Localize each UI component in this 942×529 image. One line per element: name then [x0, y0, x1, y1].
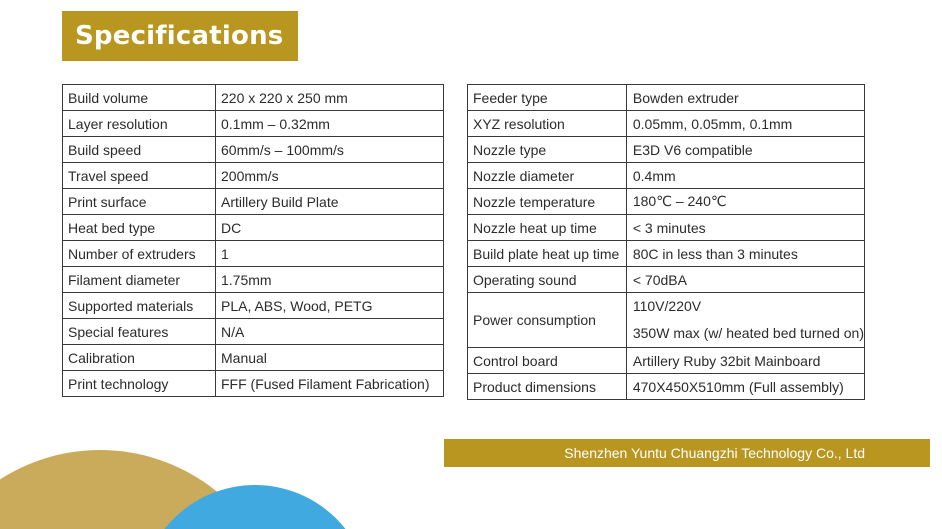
spec-value: Bowden extruder	[626, 85, 864, 111]
spec-value: 0.4mm	[626, 163, 864, 189]
spec-value: 180℃ – 240℃	[626, 189, 864, 215]
spec-key: Nozzle temperature	[468, 189, 627, 215]
spec-key: Build volume	[63, 85, 216, 111]
spec-value: 80C in less than 3 minutes	[626, 241, 864, 267]
spec-key: Feeder type	[468, 85, 627, 111]
table-row	[468, 374, 865, 400]
spec-key: Calibration	[63, 345, 216, 371]
spec-value-multiline	[626, 293, 864, 348]
table-row	[63, 293, 444, 319]
spec-value: DC	[216, 215, 444, 241]
table-row	[63, 371, 444, 397]
table-row	[63, 345, 444, 371]
spec-value: < 70dBA	[626, 267, 864, 293]
table-row	[63, 241, 444, 267]
company-footer: Shenzhen Yuntu Chuangzhi Technology Co., Ltd	[444, 439, 930, 467]
table-row	[468, 85, 865, 111]
spec-value-line: 350W max (w/ heated bed turned on)	[632, 325, 864, 341]
spec-key: Build plate heat up time	[468, 241, 627, 267]
spec-value: E3D V6 compatible	[626, 137, 864, 163]
spec-value: Artillery Build Plate	[216, 189, 444, 215]
spec-table-right	[467, 84, 865, 400]
table-row	[468, 137, 865, 163]
spec-value: 470X450X510mm (Full assembly)	[626, 374, 864, 400]
table-row	[63, 111, 444, 137]
table-row	[63, 267, 444, 293]
table-row	[63, 137, 444, 163]
spec-key: Special features	[63, 319, 216, 345]
spec-key: Print technology	[63, 371, 216, 397]
spec-key: Build speed	[63, 137, 216, 163]
table-row	[468, 163, 865, 189]
spec-key: Power consumption	[468, 293, 627, 348]
spec-value: 1.75mm	[216, 267, 444, 293]
spec-key: Heat bed type	[63, 215, 216, 241]
table-row	[63, 189, 444, 215]
spec-key: XYZ resolution	[468, 111, 627, 137]
table-row	[63, 163, 444, 189]
spec-value: 0.05mm, 0.05mm, 0.1mm	[626, 111, 864, 137]
table-row	[468, 267, 865, 293]
table-row	[468, 215, 865, 241]
spec-value: 0.1mm – 0.32mm	[216, 111, 444, 137]
table-row	[63, 85, 444, 111]
spec-key: Number of extruders	[63, 241, 216, 267]
spec-value: 1	[216, 241, 444, 267]
spec-table-left	[62, 84, 444, 397]
table-row	[63, 319, 444, 345]
page-title: Specifications	[62, 11, 298, 61]
spec-key: Layer resolution	[63, 111, 216, 137]
spec-key: Nozzle type	[468, 137, 627, 163]
spec-key: Nozzle diameter	[468, 163, 627, 189]
spec-key: Supported materials	[63, 293, 216, 319]
spec-value: 220 x 220 x 250 mm	[216, 85, 444, 111]
table-row	[63, 215, 444, 241]
table-row	[468, 293, 865, 348]
spec-key: Filament diameter	[63, 267, 216, 293]
spec-value-line: 110V/220V	[632, 298, 702, 314]
spec-value: FFF (Fused Filament Fabrication)	[216, 371, 444, 397]
spec-key: Nozzle heat up time	[468, 215, 627, 241]
spec-value: Manual	[216, 345, 444, 371]
spec-key: Operating sound	[468, 267, 627, 293]
table-row	[468, 111, 865, 137]
table-row	[468, 348, 865, 374]
spec-value: 60mm/s – 100mm/s	[216, 137, 444, 163]
decorative-circles	[0, 430, 400, 529]
spec-key: Print surface	[63, 189, 216, 215]
table-row	[468, 189, 865, 215]
spec-value: N/A	[216, 319, 444, 345]
spec-key: Product dimensions	[468, 374, 627, 400]
table-row	[468, 241, 865, 267]
spec-key: Travel speed	[63, 163, 216, 189]
spec-key: Control board	[468, 348, 627, 374]
spec-value: Artillery Ruby 32bit Mainboard	[626, 348, 864, 374]
spec-value: 200mm/s	[216, 163, 444, 189]
spec-value: < 3 minutes	[626, 215, 864, 241]
spec-value: PLA, ABS, Wood, PETG	[216, 293, 444, 319]
